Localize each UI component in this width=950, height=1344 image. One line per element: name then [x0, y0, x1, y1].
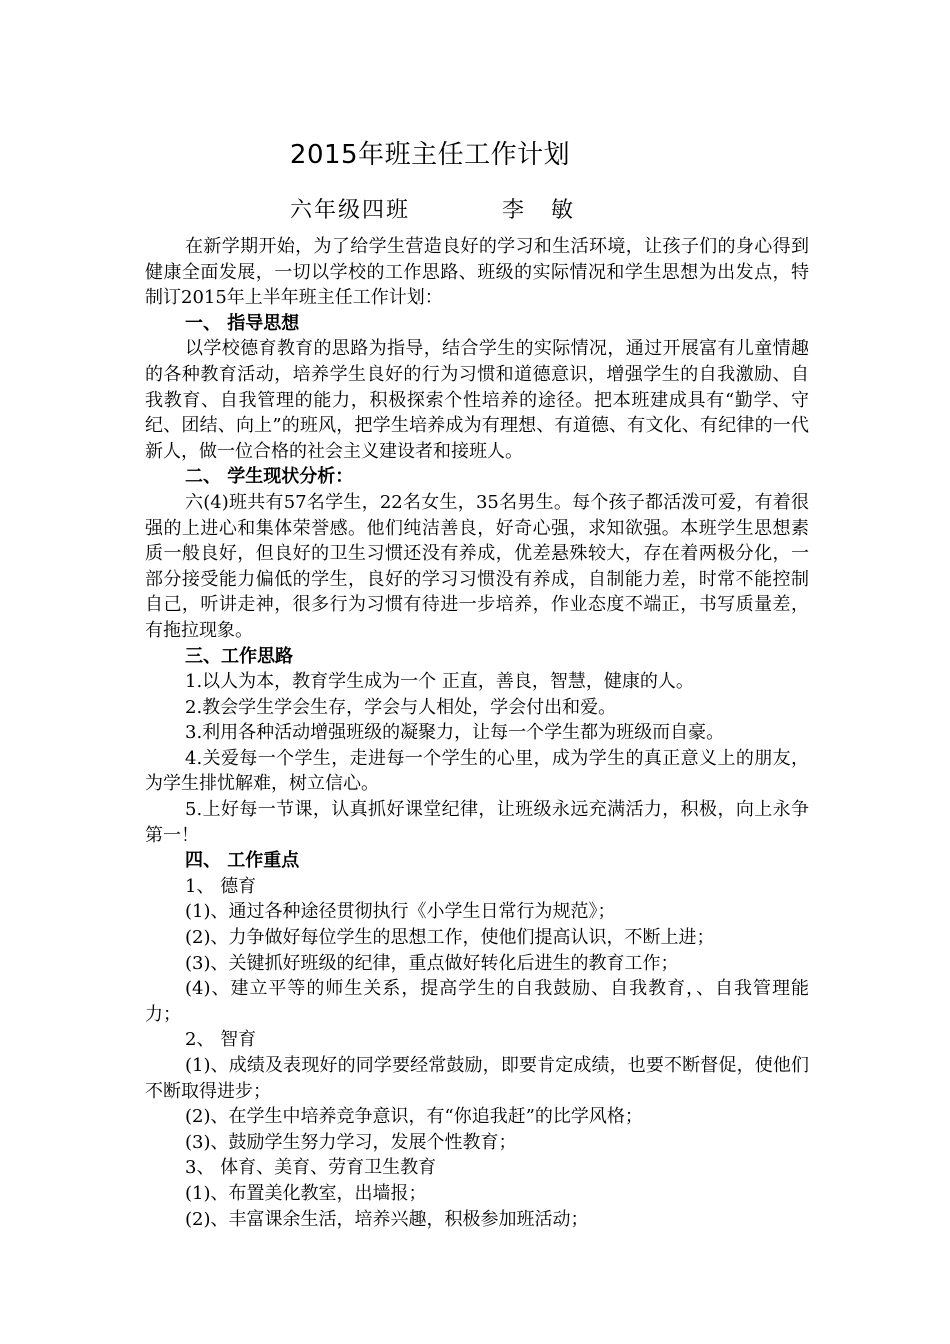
section-heading: 一、 指导思想 [185, 312, 300, 334]
list-item: (3)、关键抓好班级的纪律，重点做好转化后进生的教育工作； [185, 952, 679, 974]
paragraph: 六(4)班共有57名学生，22名女生，35名男生。每个孩子都活泼可爱，有着很强的上进心和集体荣誉感。他们纯洁善良，好奇心强，求知欲强。本班学生思想素质一般良好，但良好的卫生习惯还没有养成，优差悬殊较大，存在着两极分化，一部分接受能力偏低的学生，良好的学习习惯没有养成，自制能力差，时常不能控制自己，听讲走神，很多行为习惯有待进一步培养，作业态度不端正，书写质量差，有拖拉现象。 [145, 491, 809, 641]
list-item: (2)、在学生中培养竞争意识，有“你追我赶”的比学风格； [185, 1106, 643, 1128]
list-item: 1.以人为本，教育学生成为一个 正直，善良，智慧，健康的人。 [185, 671, 694, 693]
list-item: (1)、成绩及表现好的同学要经常鼓励，即要肯定成绩，也要不断督促，使他们不断取得进步； [145, 1055, 809, 1102]
list-item: (2)、丰富课余生活，培养兴趣，积极参加班活动； [185, 1208, 589, 1230]
document-body [145, 234, 809, 1232]
author-name: 李 敏 [502, 198, 583, 223]
list-item: 3.利用各种活动增强班级的凝聚力，让每一个学生都为班级而自豪。 [185, 722, 725, 744]
intro-paragraph: 在新学期开始，为了给学生营造良好的学习和生活环境，让孩子们的身心得到健康全面发展，一切以学校的工作思路、班级的实际情况和学生思想为出发点，特制订2015年上半年班主任工作计划： [145, 236, 809, 309]
section-heading: 二、 学生现状分析： [185, 466, 354, 488]
list-item: 4.关爱每一个学生，走进每一个学生的心里，成为学生的真正意义上的朋友，为学生排忧解难，树立信心。 [145, 747, 809, 795]
list-item: (1)、布置美化教室，出墙报； [185, 1182, 427, 1204]
list-item: (1)、通过各种途径贯彻执行《小学生日常行为规范》； [185, 901, 616, 923]
list-item: (4)、建立平等的师生关系，提高学生的自我鼓励、自我教育，、自我管理能力； [145, 978, 809, 1025]
list-item: 2.教会学生学会生存，学会与人相处，学会付出和爱。 [185, 696, 617, 718]
list-item: 5.上好每一节课，认真抓好课堂纪律，让班级永远充满活力，积极，向上永争第一！ [145, 799, 809, 846]
subsection-heading: 1、 德育 [185, 875, 257, 897]
section-heading: 三、工作思路 [185, 645, 293, 667]
paragraph: 以学校德育教育的思路为指导，结合学生的实际情况，通过开展富有儿童情趣的各种教育活动，培养学生良好的行为习惯和道德意识，增强学生的自我激励、自我教育、自我管理的能力，积极探索个性培养的途径。把本班建成具有“勤学、守纪、团结、向上”的班风，把学生培养成为有理想、有道德、有文化、有纪律的一代新人，做一位合格的社会主义建设者和接班人。 [145, 338, 809, 462]
list-item: (3)、鼓励学生努力学习，发展个性教育； [185, 1131, 517, 1153]
document-title: 2015年班主任工作计划 [289, 140, 571, 170]
class-name: 六年级四班 [290, 198, 411, 223]
subsection-heading: 3、 体育、美育、劳育卫生教育 [185, 1157, 437, 1179]
section-heading: 四、 工作重点 [185, 850, 300, 872]
list-item: (2)、力争做好每位学生的思想工作，使他们提高认识，不断上进； [185, 927, 715, 949]
subsection-heading: 2、 智育 [185, 1029, 257, 1051]
